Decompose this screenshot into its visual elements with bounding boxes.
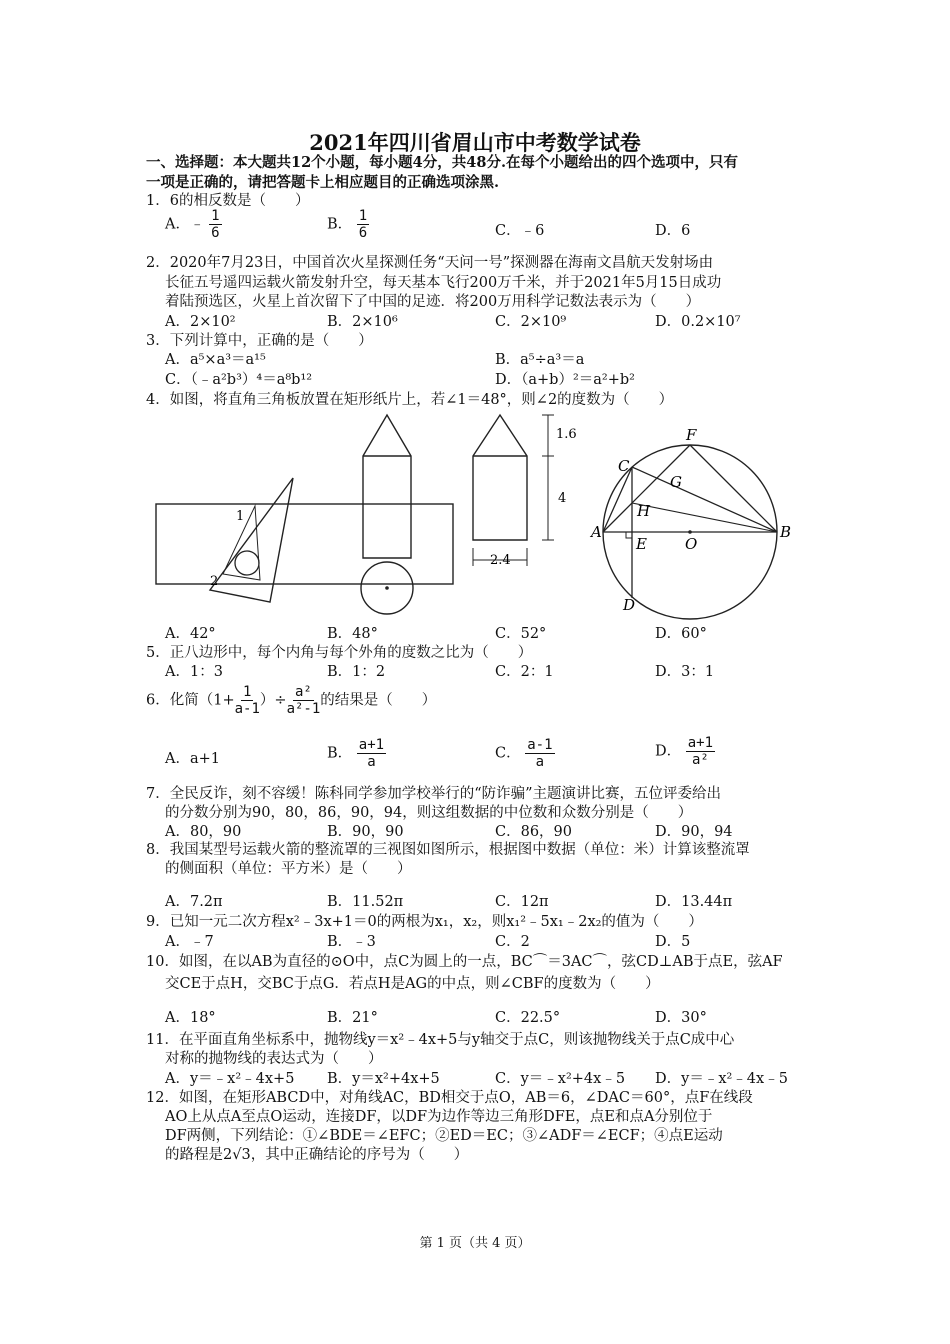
q1-option-b xyxy=(327,208,369,241)
q8-figure xyxy=(355,410,585,620)
q10-label-b: B xyxy=(780,523,792,541)
q6-option-a: A．a+1 xyxy=(165,751,220,767)
q9-option-b: B．﹣3 xyxy=(327,934,376,950)
q1-option-c: C．﹣6 xyxy=(495,223,545,239)
q1-b-den: 6 xyxy=(358,225,368,241)
q10-center-dot xyxy=(688,530,692,534)
q10-label-g: G xyxy=(670,473,682,491)
q9-option-c: C．2 xyxy=(495,934,530,950)
q6-d-fraction xyxy=(686,735,715,768)
q6-suffix: 的结果是（ ） xyxy=(320,692,437,709)
q5-stem: 5．正八边形中，每个内角与每个外角的度数之比为（ ） xyxy=(146,645,533,661)
q7-option-a: A．80，90 xyxy=(165,824,242,840)
q8-dim-mid-label: 4 xyxy=(558,491,567,506)
q2-line1: 2．2020年7月23日，中国首次火星探测任务“天问一号”探测器在海南文昌航天发射场由 xyxy=(146,255,714,271)
q3-option-b: B．a⁵÷a³＝a xyxy=(495,352,585,368)
q6-stem xyxy=(146,684,436,717)
q8-top-center xyxy=(385,586,389,590)
q9-stem: 9．已知一元二次方程x²﹣3x+1＝0的两根为x₁，x₂，则x₁²﹣5x₁﹣2x₂的值为（ ） xyxy=(146,914,703,930)
q4-triangle-hole xyxy=(235,551,259,575)
q6-fraction-2 xyxy=(287,684,321,717)
q4-option-c: C．52° xyxy=(495,626,547,642)
q8-option-c: C．12π xyxy=(495,894,549,910)
q1-option-d: D．6 xyxy=(655,223,691,239)
q6-f1-num: 1 xyxy=(243,684,252,700)
q10-label-f: F xyxy=(686,426,697,444)
section-heading-line1: 一、选择题：本大题共12个小题，每小题4分，共48分.在每个小题给出的四个选项中，只有 xyxy=(146,154,738,171)
q4-figure xyxy=(150,420,310,620)
q4-option-d: D．60° xyxy=(655,626,707,642)
q6-c-label: C． xyxy=(495,745,521,762)
q9-option-d: D．5 xyxy=(655,934,691,950)
section-heading-line2: 一项是正确的，请把答题卡上相应题目的正确选项涂黑. xyxy=(146,174,500,191)
q8-option-b: B．11.52π xyxy=(327,894,404,910)
q6-c-fraction xyxy=(525,737,554,770)
q6-d-num: a+1 xyxy=(687,735,714,751)
q3-option-a: A．a⁵×a³＝a¹⁵ xyxy=(165,352,266,368)
q2-option-a: A．2×10² xyxy=(165,314,236,330)
q1-b-fraction xyxy=(357,208,369,241)
q4-stem: 4．如图，将直角三角板放置在矩形纸片上，若∠1＝48°，则∠2的度数为（ ） xyxy=(146,392,674,408)
q3-stem: 3．下列计算中，正确的是（ ） xyxy=(146,333,373,349)
q8-front-view xyxy=(363,415,411,558)
page-footer: 第 1 页（共 4 页） xyxy=(419,1236,531,1251)
q10-label-a: A xyxy=(591,523,602,541)
q10-label-c: C xyxy=(618,457,630,475)
q7-option-c: C．86，90 xyxy=(495,824,572,840)
q2-option-b: B．2×10⁶ xyxy=(327,314,398,330)
q10-segment-hb xyxy=(632,503,777,532)
q11-option-b: B．y＝x²+4x+5 xyxy=(327,1071,440,1087)
q8-option-d: D．13.44π xyxy=(655,894,733,910)
q11-option-a: A．y＝﹣x²﹣4x+5 xyxy=(165,1071,295,1087)
q10-chord-bf xyxy=(690,445,777,532)
q10-line2: 交CE于点H，交BC于点G．若点H是AG的中点，则∠CBF的度数为（ ） xyxy=(165,976,660,992)
q1-a-label: A． xyxy=(165,216,190,233)
q10-right-angle-mark xyxy=(626,532,632,538)
q1-a-den: 6 xyxy=(211,225,220,241)
q10-line1: 10．如图，在以AB为直径的⊙O中，点C为圆上的一点，BC⌒＝3AC⌒，弦CD⊥AB于点E，弦AF xyxy=(146,954,783,970)
q5-option-a: A．1：3 xyxy=(165,664,223,680)
q7-line2: 的分数分别为90，80，86，90，94，则这组数据的中位数和众数分别是（ ） xyxy=(165,805,693,821)
q6-f2-num: a² xyxy=(294,684,312,700)
q6-fraction-1 xyxy=(235,684,260,717)
q10-label-h: H xyxy=(637,502,651,520)
q5-option-b: B．1：2 xyxy=(327,664,386,680)
q8-dim-bottom-label: 2.4 xyxy=(490,553,511,568)
q7-line1: 7．全民反诈，刻不容缓！陈科同学参加学校举行的“防诈骗”主题演讲比赛，五位评委给出 xyxy=(146,786,722,802)
q10-option-a: A．18° xyxy=(165,1010,216,1026)
q2-line2: 长征五号遥四运载火箭发射升空，每天基本飞行200万千米，并于2021年5月15日成功 xyxy=(165,275,722,291)
q2-option-c: C．2×10⁹ xyxy=(495,314,567,330)
q4-angle2-label: 2 xyxy=(210,574,219,589)
q6-b-num: a+1 xyxy=(358,737,385,753)
q4-angle1-label: 1 xyxy=(236,509,245,524)
q8-dim-top-label: 1.6 xyxy=(556,427,577,442)
q11-option-c: C．y＝﹣x²+4x﹣5 xyxy=(495,1071,626,1087)
q1-b-label: B． xyxy=(327,216,353,233)
q6-option-b xyxy=(327,737,386,770)
q6-f2-den: a²-1 xyxy=(286,701,321,717)
q10-option-d: D．30° xyxy=(655,1010,707,1026)
q6-middle: ）÷ xyxy=(259,692,287,709)
q3-option-d: D．（a+b）²＝a²+b² xyxy=(495,372,635,388)
q6-f1-den: a-1 xyxy=(234,701,260,717)
q8-line1: 8．我国某型号运载火箭的整流罩的三视图如图所示，根据图中数据（单位：米）计算该整流罩 xyxy=(146,842,750,858)
q2-option-d: D．0.2×10⁷ xyxy=(655,314,741,330)
q11-line2: 对称的抛物线的表达式为（ ） xyxy=(165,1051,383,1067)
q6-b-label: B． xyxy=(327,745,353,762)
q11-option-d: D．y＝﹣x²﹣4x﹣5 xyxy=(655,1071,788,1087)
q1-a-sign: ﹣ xyxy=(189,216,205,233)
q10-chord-ac xyxy=(603,467,632,532)
q4-option-a: A．42° xyxy=(165,626,216,642)
q1-a-fraction xyxy=(209,208,221,241)
q10-label-d: D xyxy=(623,596,636,614)
q6-c-den: a xyxy=(535,754,545,770)
q5-option-c: C．2：1 xyxy=(495,664,554,680)
q8-line2: 的侧面积（单位：平方米）是（ ） xyxy=(165,861,412,877)
q1-b-num: 1 xyxy=(358,208,368,224)
q6-d-den: a² xyxy=(691,752,709,768)
q7-option-b: B．90，90 xyxy=(327,824,404,840)
q5-option-d: D．3：1 xyxy=(655,664,715,680)
q8-option-a: A．7.2π xyxy=(165,894,223,910)
q12-line3: DF两侧，下列结论：①∠BDE＝∠EFC；②ED＝EC；③∠ADF＝∠ECF；④点E运动 xyxy=(165,1128,723,1144)
q1-a-num: 1 xyxy=(211,208,220,224)
q6-d-label: D． xyxy=(655,743,682,760)
q6-option-d xyxy=(655,735,715,768)
q10-chord-bc xyxy=(632,467,777,532)
q12-line2: AO上从点A至点O运动，连接DF，以DF为边作等边三角形DFE，点E和点A分别位于 xyxy=(165,1109,713,1125)
q6-b-den: a xyxy=(367,754,376,770)
q12-line4: 的路程是2√3，其中正确结论的序号为（ ） xyxy=(165,1147,469,1163)
q6-b-fraction xyxy=(357,737,386,770)
q6-c-num: a-1 xyxy=(527,737,553,753)
q1-option-a xyxy=(165,208,222,241)
q2-line3: 着陆预选区，火星上首次留下了中国的足迹．将200万用科学记数法表示为（ ） xyxy=(165,294,701,310)
q8-side-view xyxy=(473,415,527,540)
q4-option-b: B．48° xyxy=(327,626,378,642)
q9-option-a: A．﹣7 xyxy=(165,934,214,950)
q6-option-c xyxy=(495,737,555,770)
q10-figure xyxy=(590,420,800,620)
q7-option-d: D．90，94 xyxy=(655,824,733,840)
q10-label-o: O xyxy=(685,535,698,553)
q12-line1: 12．如图，在矩形ABCD中，对角线AC，BD相交于点O，AB＝6，∠DAC＝60°，点F在线段 xyxy=(146,1090,753,1106)
q3-option-c: C．（﹣a²b³）⁴＝a⁸b¹² xyxy=(165,372,313,388)
q10-label-e: E xyxy=(636,535,647,553)
q10-option-b: B．21° xyxy=(327,1010,378,1026)
q11-line1: 11．在平面直角坐标系中，抛物线y＝x²﹣4x+5与y轴交于点C，则该抛物线关于点C成中心 xyxy=(146,1032,735,1048)
q1-stem: 1．6的相反数是（ ） xyxy=(146,193,310,209)
q6-prefix: 6．化简（1+ xyxy=(146,692,235,709)
q10-option-c: C．22.5° xyxy=(495,1010,561,1026)
page-title: 2021年四川省眉山市中考数学试卷 xyxy=(309,130,641,155)
